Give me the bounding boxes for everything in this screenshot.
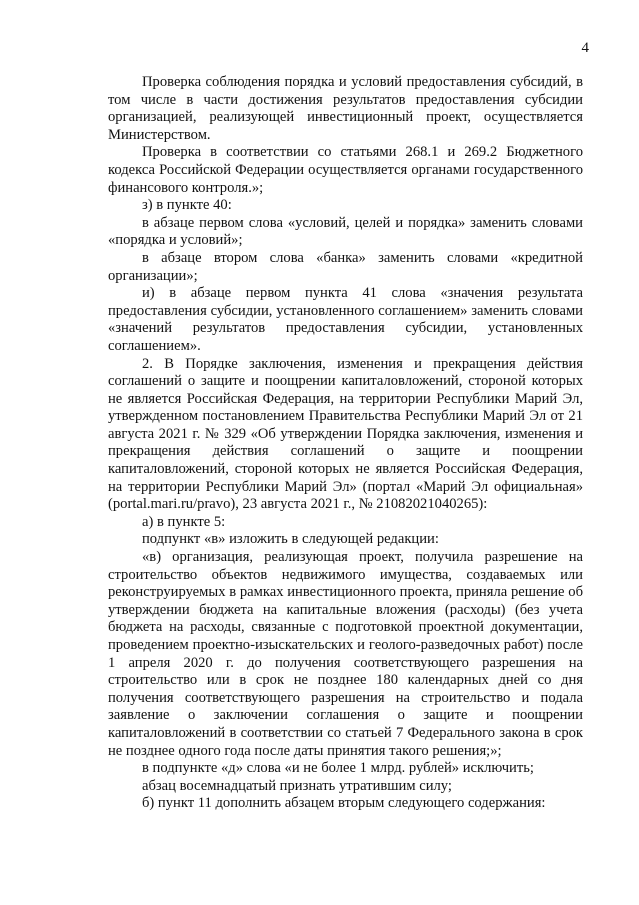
page-number: 4 — [581, 40, 589, 56]
paragraph-subpoint-d: в подпункте «д» слова «и не более 1 млрд. рублей» исключить; — [142, 760, 534, 777]
paragraph-point-41: и) в абзаце первом пункта 41 слова «значения результата предоставления субсидии, установленного соглашением» заменить словами «значений результатов предоставления субсидии, установленных соглашением». — [108, 285, 583, 354]
paragraph-first-abzac-replace: в абзаце первом слова «условий, целей и порядка» заменить словами «порядка и условий»; — [108, 214, 583, 249]
paragraph-second-abzac-replace: в абзаце втором слова «банка» заменить словами «кредитной организации»; — [108, 249, 583, 284]
paragraph-point-40: з) в пункте 40: — [142, 197, 232, 214]
paragraph-point-5: а) в пункте 5: — [142, 513, 226, 530]
paragraph-subpoint-v-intro: подпункт «в» изложить в следующей редакции: — [142, 531, 439, 548]
paragraph-point-11: б) пункт 11 дополнить абзацем вторым следующего содержания: — [142, 795, 546, 812]
paragraph-section-2-order: 2. В Порядке заключения, изменения и прекращения действия соглашений о защите и поощрении капиталовложений, стороной которых не является Российская Федерация, на территории Республики Марий Эл, утвержденном постановлением Правительства Республики Марий Эл от 21 августа 2021 г. № 329 «Об утверждении Порядка заключения, изменения и прекращения действия соглашений о защите и поощрении капиталовложений, стороной которых не является Российская Федерация, на территории Республики Марий Эл» (портал «Марий Эл официальная» (portal.mari.ru/pravo), 23 августа 2021 г., № 21082021040265): — [108, 355, 583, 513]
document-text — [108, 74, 583, 813]
paragraph-abzac-18: абзац восемнадцатый признать утратившим силу; — [142, 777, 452, 794]
paragraph-subpoint-v-text: «в) организация, реализующая проект, получила разрешение на строительство объектов недвижимого имущества, создаваемых или реконструируемых в рамках инвестиционного проекта, приняла решение об утверждении бюджета на капитальные вложения (расходы) (без учета бюджета на расходы, связанные с подготовкой проектной документации, проведением проектно-изыскательских и геолого-разведочных работ) после 1 апреля 2020 г. до получения соответствующего разрешения на строительство или в срок не позднее 180 календарных дней со дня получения соответствующего разрешения на строительство и подала заявление о заключении соглашения о защите и поощрении капиталовложений в соответствии со статьей 7 Федерального закона в срок не позднее одного года после даты принятия такого решения;»; — [108, 549, 583, 759]
paragraph-inspection-ministry: Проверка соблюдения порядка и условий предоставления субсидий, в том числе в части достижения результатов предоставления субсидии организацией, реализующей инвестиционный проект, осуществляется Министерством. — [108, 74, 583, 143]
paragraph-inspection-budget-code: Проверка в соответствии со статьями 268.1 и 269.2 Бюджетного кодекса Российской Федерации осуществляется органами государственного финансового контроля.»; — [108, 144, 583, 196]
